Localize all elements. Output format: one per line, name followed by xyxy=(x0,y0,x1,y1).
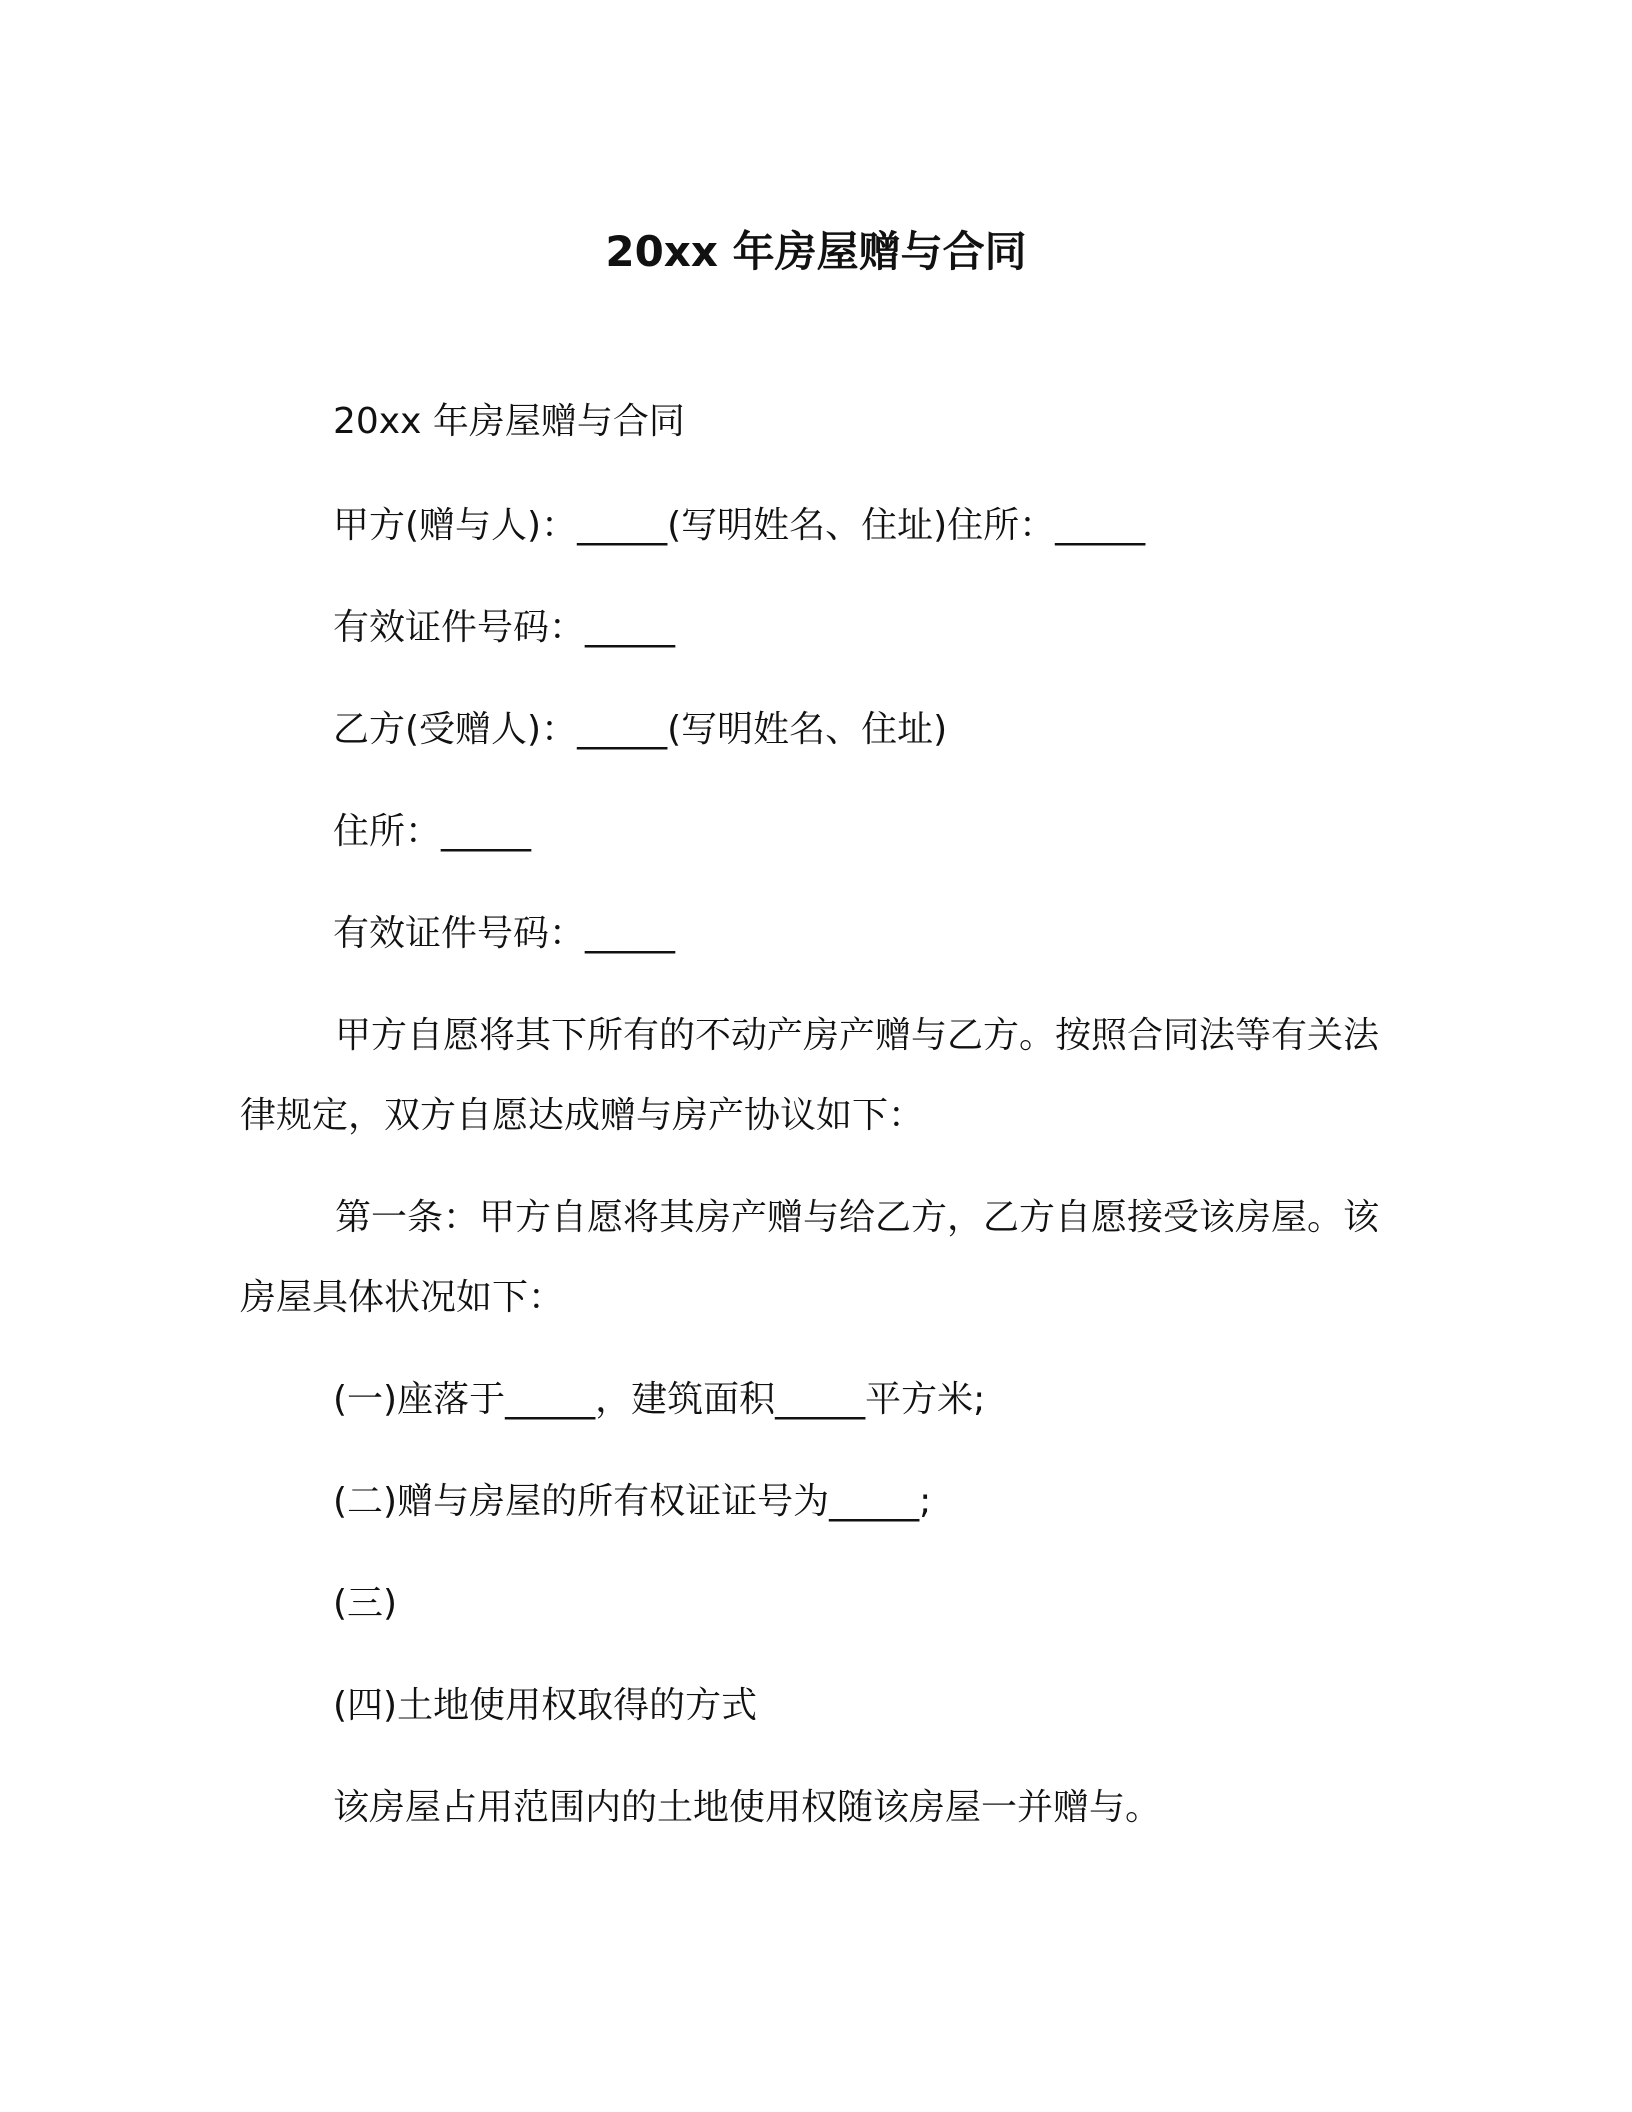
paragraph-party-b: 乙方(受赠人)：_____(写明姓名、住址) xyxy=(333,709,948,750)
paragraph-party-b-id: 有效证件号码：_____ xyxy=(333,913,676,954)
paragraph-article-1: 第一条：甲方自愿将其房产赠与给乙方，乙方自愿接受该房屋。该房屋具体状况如下： xyxy=(240,1197,1380,1318)
paragraph-land-use: 该房屋占用范围内的土地使用权随该房屋一并赠与。 xyxy=(333,1787,1162,1828)
paragraph-party-a-id: 有效证件号码：_____ xyxy=(333,607,676,648)
paragraph-item-3: (三) xyxy=(333,1583,398,1624)
paragraph-party-b-address: 住所：_____ xyxy=(333,811,532,852)
paragraph-heading: 20xx 年房屋赠与合同 xyxy=(333,401,685,442)
paragraph-party-a: 甲方(赠与人)：_____(写明姓名、住址)住所：_____ xyxy=(333,505,1146,546)
paragraph-intro: 甲方自愿将其下所有的不动产房产赠与乙方。按照合同法等有关法律规定，双方自愿达成赠与房产协议如下： xyxy=(240,1015,1380,1136)
paragraph-item-2: (二)赠与房屋的所有权证证号为_____; xyxy=(333,1481,932,1522)
paragraph-item-1: (一)座落于_____，建筑面积_____平方米; xyxy=(333,1379,986,1420)
paragraph-item-4: (四)土地使用权取得的方式 xyxy=(333,1685,758,1726)
document-title: 20xx 年房屋赠与合同 xyxy=(605,227,1027,276)
